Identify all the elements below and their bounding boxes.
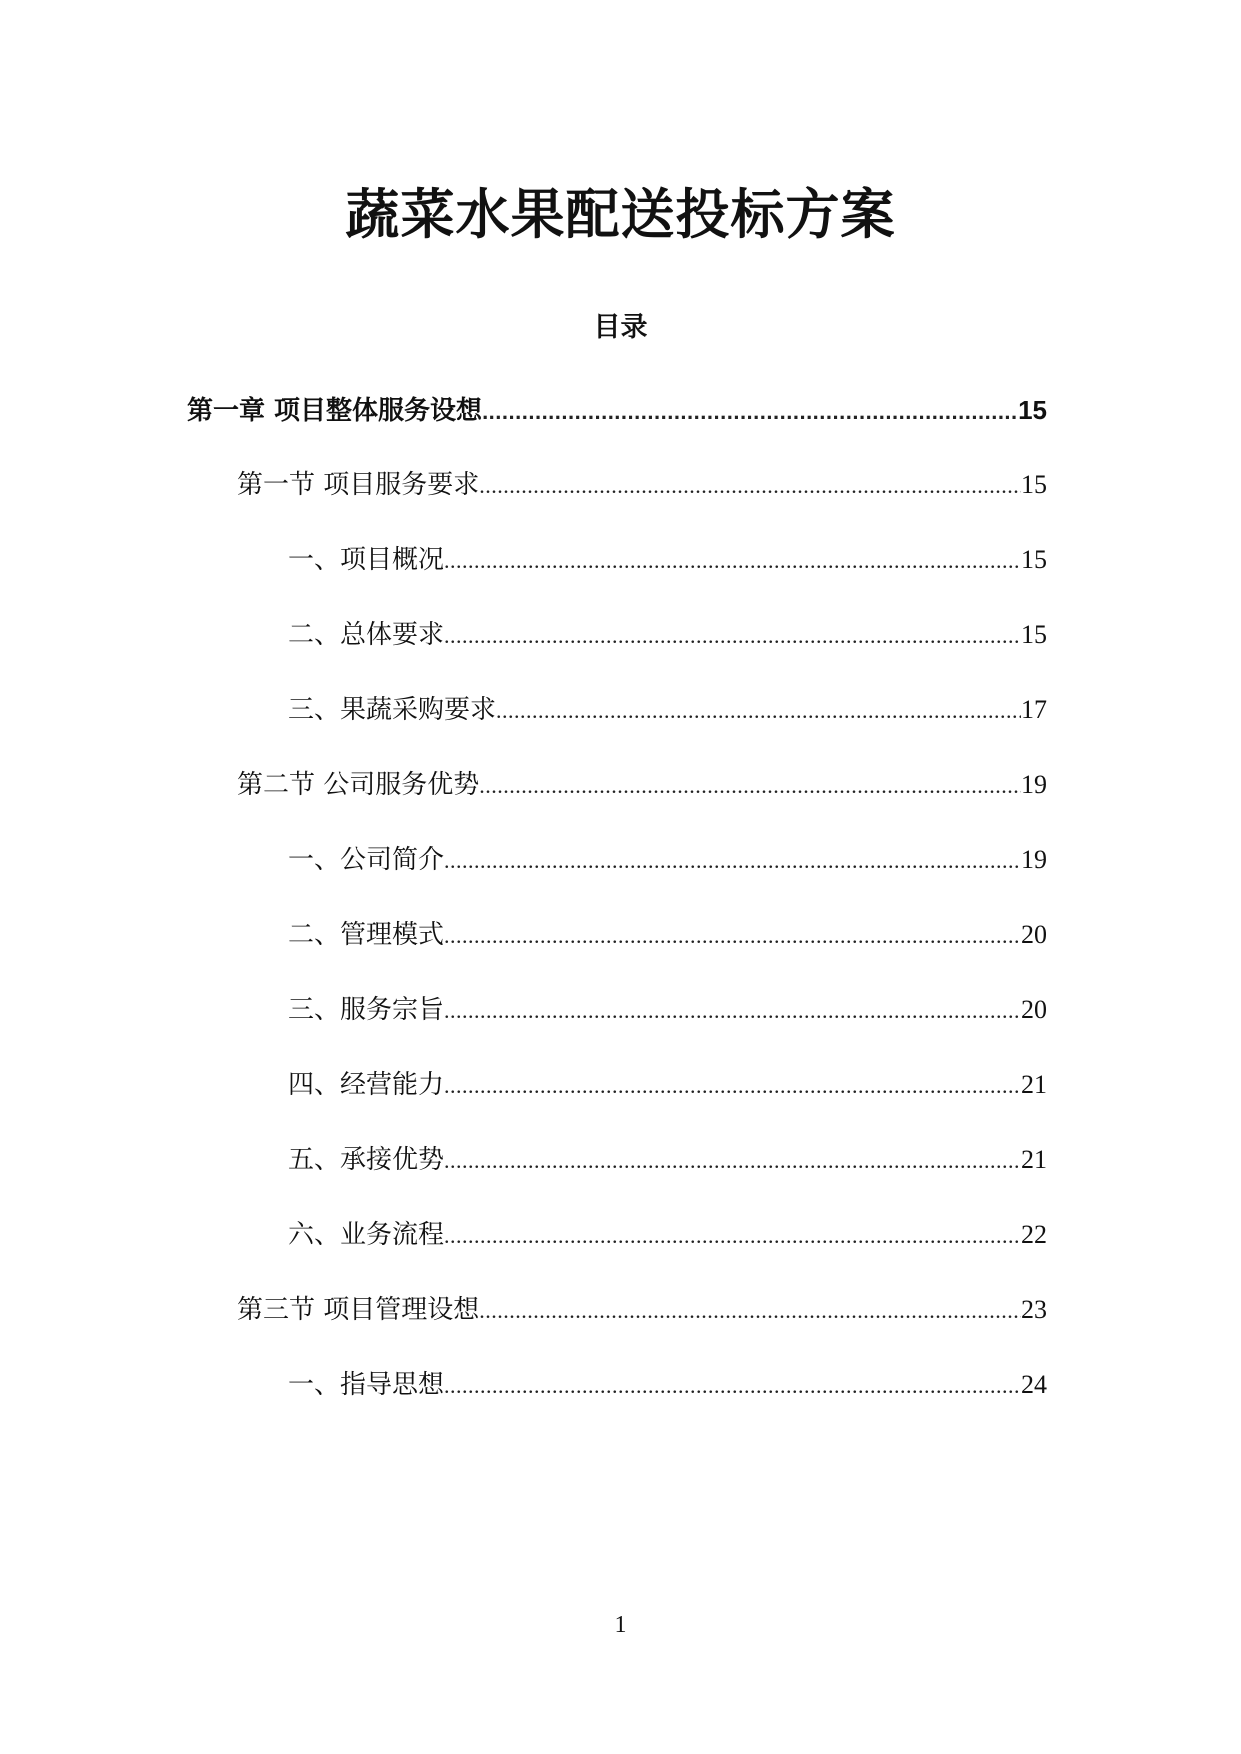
toc-entry-text: 二、总体要求 [288, 620, 445, 650]
toc-entry-item[interactable] [288, 988, 1047, 1032]
toc-leader-dots [496, 689, 1021, 733]
toc-leader-dots [444, 839, 1021, 883]
toc-entry-page: 19 [1021, 770, 1047, 799]
toc-entry-page: 15 [1021, 620, 1047, 649]
toc-entry-page: 22 [1021, 1220, 1047, 1249]
toc-entry-page: 15 [1018, 395, 1047, 425]
toc-entry-text: 三、果蔬采购要求 [288, 695, 497, 725]
toc-entry-text: 六、业务流程 [288, 1220, 445, 1250]
toc-leader-dots [444, 1364, 1021, 1408]
toc-entry-item[interactable] [288, 688, 1047, 732]
toc-leader-dots [444, 989, 1021, 1033]
toc-entry-item[interactable] [288, 613, 1047, 657]
toc-leader-dots [444, 1139, 1021, 1183]
toc-leader-dots [479, 764, 1021, 808]
toc-entry-text: 三、服务宗旨 [288, 995, 445, 1025]
toc-entry-page: 20 [1021, 920, 1047, 949]
toc-entry-item[interactable] [288, 1138, 1047, 1182]
toc-entry-item[interactable] [288, 1363, 1047, 1407]
toc-leader-dots [444, 914, 1021, 958]
toc-entry-section[interactable] [237, 763, 1047, 807]
toc-entry-item[interactable] [288, 538, 1047, 582]
toc-entry-item[interactable] [288, 1213, 1047, 1257]
toc-leader-dots [444, 1214, 1021, 1258]
toc-entry-page: 23 [1021, 1295, 1047, 1324]
toc-entry-page: 15 [1021, 545, 1047, 574]
toc-entry-text: 一、项目概况 [288, 545, 445, 575]
toc-entry-page: 21 [1021, 1145, 1047, 1174]
toc-entry-page: 17 [1021, 695, 1047, 724]
toc-leader-dots [444, 1064, 1021, 1108]
toc-entry-chapter[interactable] [187, 388, 1047, 432]
toc-leader-dots [444, 614, 1021, 658]
toc-entry-text: 一、公司简介 [288, 845, 445, 875]
toc-entry-text: 一、指导思想 [288, 1370, 445, 1400]
page-number: 1 [614, 1612, 627, 1638]
toc-entry-text: 第一章 项目整体服务设想 [187, 396, 483, 426]
toc-entry-item[interactable] [288, 913, 1047, 957]
toc-leader-dots [479, 464, 1021, 508]
toc-entry-page: 19 [1021, 845, 1047, 874]
toc-entry-page: 20 [1021, 995, 1047, 1024]
toc-entry-text: 第一节 项目服务要求 [237, 470, 480, 500]
toc-entry-text: 五、承接优势 [288, 1145, 445, 1175]
toc-entry-page: 24 [1021, 1370, 1047, 1399]
toc-entry-text: 第二节 公司服务优势 [237, 770, 480, 800]
toc-entry-section[interactable] [237, 1288, 1047, 1332]
toc-leader-dots [482, 390, 1018, 434]
toc-leader-dots [444, 539, 1021, 583]
toc-heading: 目录 [593, 312, 648, 343]
toc-entry-section[interactable] [237, 463, 1047, 507]
toc-entry-item[interactable] [288, 1063, 1047, 1107]
toc-leader-dots [479, 1289, 1021, 1333]
toc-entry-item[interactable] [288, 838, 1047, 882]
toc-entry-page: 15 [1021, 470, 1047, 499]
document-title: 蔬菜水果配送投标方案 [345, 183, 896, 246]
toc-entry-page: 21 [1021, 1070, 1047, 1099]
toc-entry-text: 二、管理模式 [288, 920, 445, 950]
toc-entry-text: 第三节 项目管理设想 [237, 1295, 480, 1325]
toc-entry-text: 四、经营能力 [288, 1070, 445, 1100]
